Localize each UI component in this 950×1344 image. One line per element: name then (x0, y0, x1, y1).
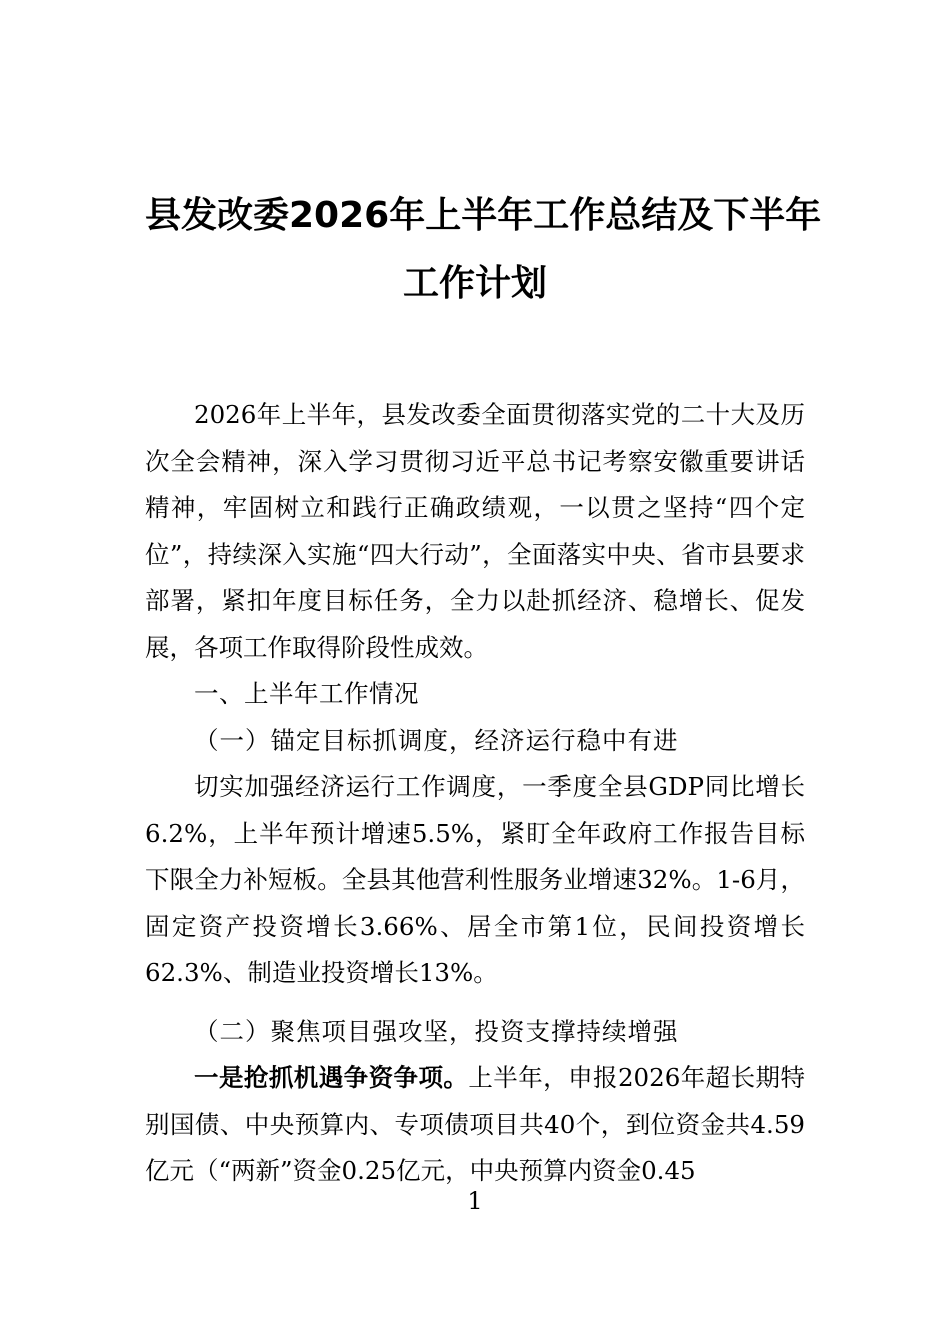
page-number: 1 (467, 1187, 483, 1215)
subsection-2-lead: 一是抢抓机遇争资争项。 (194, 1063, 469, 1092)
subsection-1-paragraph: 切实加强经济运行工作调度，一季度全县GDP同比增长6.2%，上半年预计增速5.5%，紧盯全年政府工作报告目标下限全力补短板。全县其他营利性服务业增速32%。1-6月，固定资产投资增长3.66%、居全市第1位，民间投资增长62.3%、制造业投资增长13%。 (145, 772, 805, 987)
subsection-heading-1: （一）锚定目标抓调度，经济运行稳中有进 (194, 725, 679, 755)
subsection-2-text: 上半年，申报2026年超长期特别国债、中央预算内、专项债项目共40个，到位资金共4.59亿元（“两新”资金0.25亿元，中央预算内资金0.45 (145, 1063, 805, 1185)
subsection-heading-2: （二）聚焦项目强攻坚，投资支撑持续增强 (194, 1016, 679, 1046)
section-heading-1: 一、上半年工作情况 (194, 679, 419, 708)
document-body (145, 392, 805, 1195)
document-title-line-2: 工作计划 (402, 263, 547, 304)
intro-paragraph: 2026年上半年，县发改委全面贯彻落实党的二十大及历次全会精神，深入学习贯彻习近平总书记考察安徽重要讲话精神，牢固树立和践行正确政绩观，一以贯之坚持“四个定位”，持续深入实施“四大行动”，全面落实中央、省市县要求部署，紧扣年度目标任务，全力以赴抓经济、稳增长、促发展，各项工作取得阶段性成效。 (145, 400, 805, 662)
subsection-2-paragraph (145, 1055, 805, 1195)
document-title-line-1: 县发改委2026年上半年工作总结及下半年 (145, 195, 822, 236)
